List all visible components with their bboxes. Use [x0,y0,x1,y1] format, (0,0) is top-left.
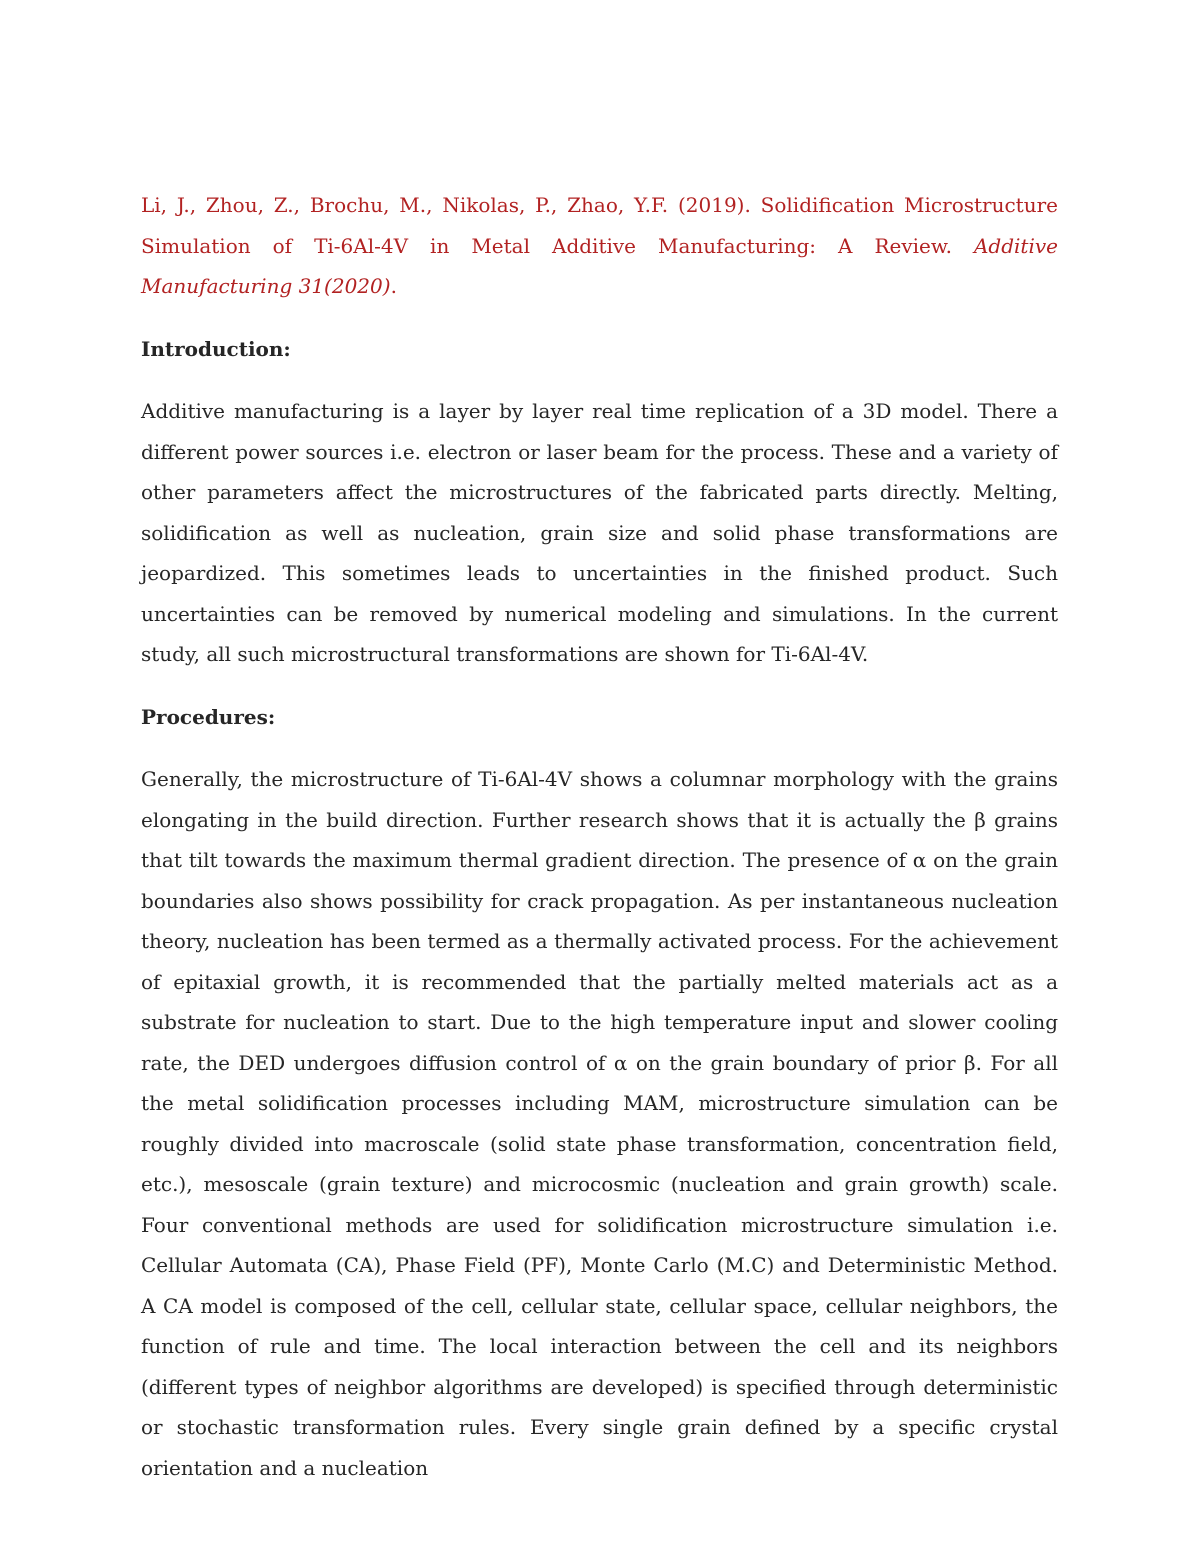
procedures-heading: Procedures: [141,704,276,729]
citation-journal: Additive Manufacturing 31(2020) [141,233,1058,298]
citation-text: Li, J., Zhou, Z., Brochu, M., Nikolas, P., Zhao, Y.F. (2019). Solidification Microstructure Simulation of Ti-6Al-4V in Metal Additive Manufacturing: A Review. [141,193,1058,258]
reference-citation [141,185,1058,307]
introduction-heading: Introduction: [141,336,291,361]
citation-end: . [390,274,397,298]
procedures-paragraph: Generally, the microstructure of Ti-6Al-4V shows a columnar morphology with the grains elongating in the build direction. Further research shows that it is actually the β grains that tilt towards the maximum thermal gradient direction. The presence of α on the grain boundaries also shows possibility for crack propagation. As per instantaneous nucleation theory, nucleation has been termed as a thermally activated process. For the achievement of epitaxial growth, it is recommended that the partially melted materials act as a substrate for nucleation to start. Due to the high temperature input and slower cooling rate, the DED undergoes diffusion control of α on the grain boundary of prior β. For all the metal solidification processes including MAM, microstructure simulation can be roughly divided into macroscale (solid state phase transformation, concentration field, etc.), mesoscale (grain texture) and microcosmic (nucleation and grain growth) scale. Four conventional methods are used for solidification microstructure simulation i.e. Cellular Automata (CA), Phase Field (PF), Monte Carlo (M.C) and Deterministic Method. A CA model is composed of the cell, cellular state, cellular space, cellular neighbors, the function of rule and time. The local interaction between the cell and its neighbors (different types of neighbor algorithms are developed) is specified through deterministic or stochastic transformation rules. Every single grain defined by a specific crystal orientation and a nucleation [141,767,1058,1480]
document-content [141,185,1058,1510]
introduction-paragraph: Additive manufacturing is a layer by layer real time replication of a 3D model. There a different power sources i.e. electron or laser beam for the process. These and a variety of other parameters affect the microstructures of the fabricated parts directly. Melting, solidification as well as nucleation, grain size and solid phase transformations are jeopardized. This sometimes leads to uncertainties in the finished product. Such uncertainties can be removed by numerical modeling and simulations. In the current study, all such microstructural transformations are shown for Ti-6Al-4V. [141,399,1058,666]
